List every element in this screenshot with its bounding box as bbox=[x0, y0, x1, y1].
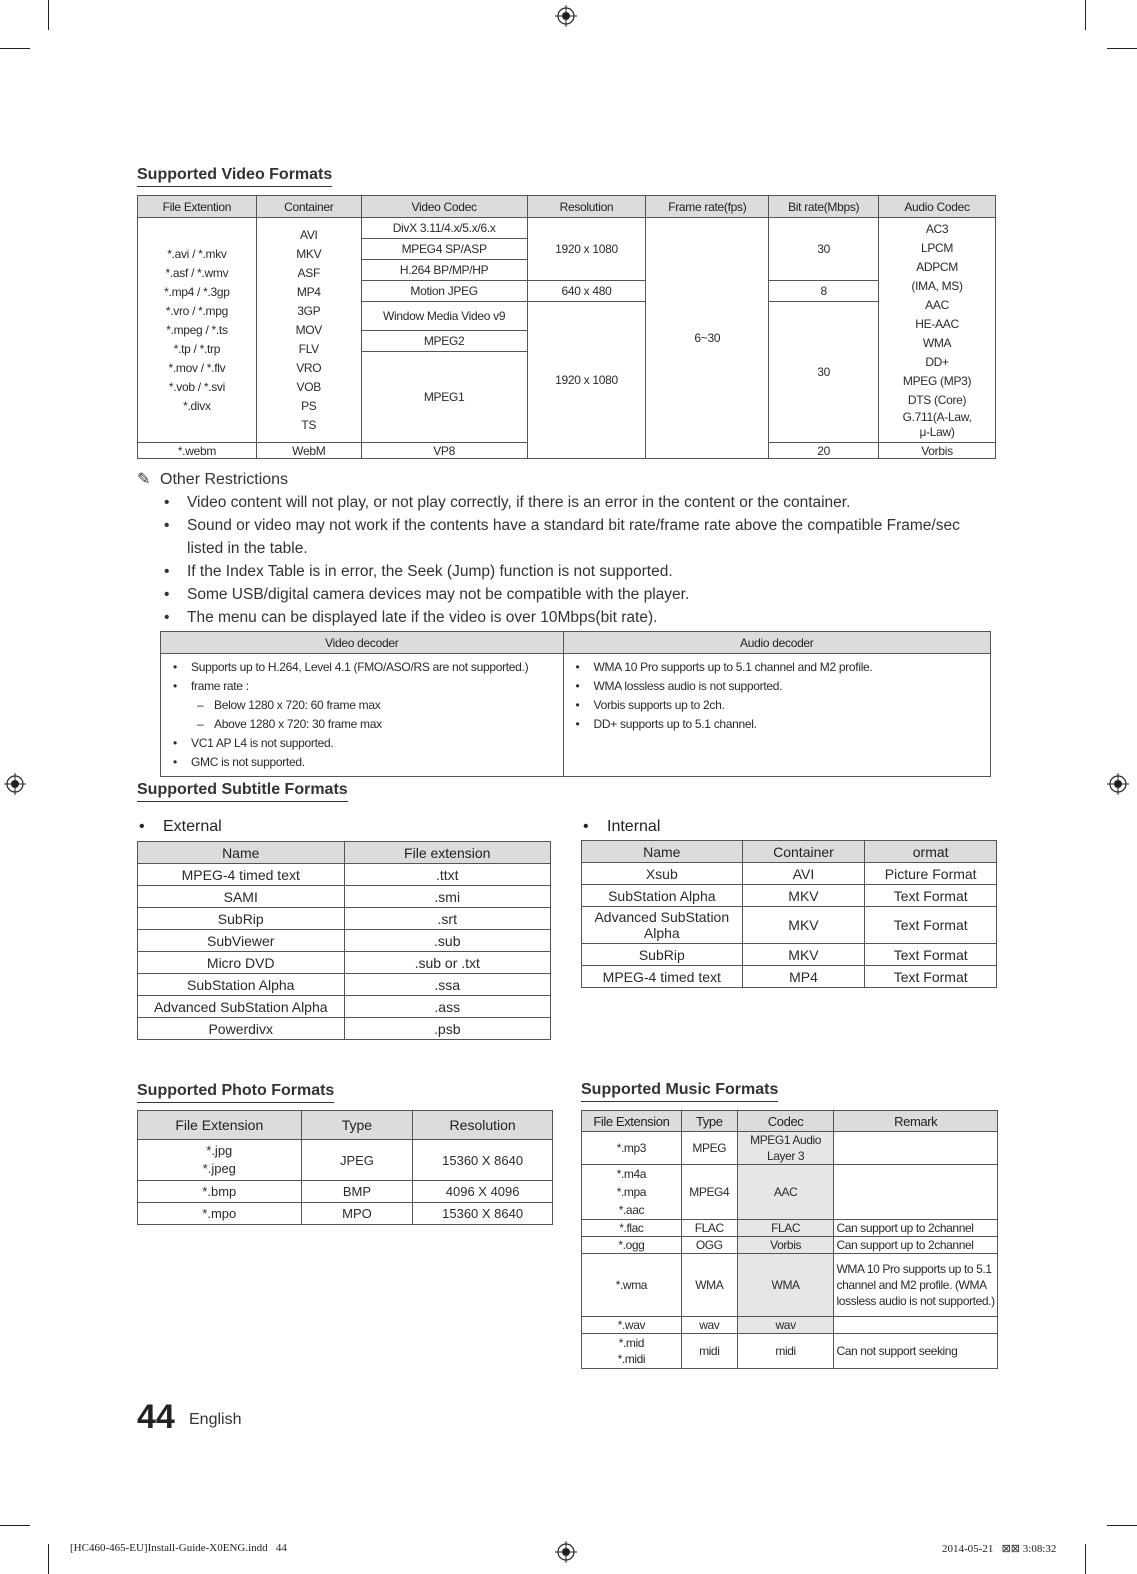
cell: Text Format bbox=[865, 907, 997, 944]
column-header: Type bbox=[301, 1111, 413, 1140]
audio-codec-cell: Vorbis bbox=[879, 443, 996, 459]
cell: OGG bbox=[681, 1237, 737, 1254]
audio-codec-item: AAC bbox=[925, 298, 949, 312]
internal-subtitle-table bbox=[581, 840, 997, 988]
table-header-row bbox=[138, 196, 996, 218]
cell: midi bbox=[681, 1334, 737, 1369]
crop-mark bbox=[0, 48, 30, 49]
cell: 15360 X 8640 bbox=[413, 1203, 553, 1225]
cell: *.mp3 bbox=[582, 1132, 682, 1165]
cell: SubStation Alpha bbox=[582, 885, 743, 907]
music-formats-title: Supported Music Formats bbox=[581, 1081, 778, 1102]
cell: Text Format bbox=[865, 885, 997, 907]
table-row bbox=[582, 1132, 998, 1165]
decoder-table bbox=[160, 631, 991, 777]
table-row bbox=[582, 863, 997, 885]
table-row bbox=[138, 864, 551, 886]
cell: .ttxt bbox=[344, 864, 551, 886]
audio-codec-item: MPEG (MP3) bbox=[902, 374, 972, 388]
column-header: Container bbox=[256, 196, 361, 218]
column-header: Video Codec bbox=[361, 196, 527, 218]
cell: MPEG4 bbox=[681, 1165, 737, 1220]
cell: SubRip bbox=[138, 908, 345, 930]
list-item: – Below 1280 x 720: 60 frame max bbox=[169, 696, 555, 715]
cell: Vorbis bbox=[737, 1237, 834, 1254]
photo-formats-table bbox=[137, 1110, 553, 1225]
cell: WMA bbox=[737, 1254, 834, 1317]
column-header: Remark bbox=[834, 1111, 998, 1132]
cell: MPEG-4 timed text bbox=[138, 864, 345, 886]
cell: Xsub bbox=[582, 863, 743, 885]
container-item: MP4 bbox=[296, 284, 321, 299]
subtitle-formats-title: Supported Subtitle Formats bbox=[137, 781, 348, 802]
audio-codec-item: AC3 bbox=[925, 222, 949, 236]
cell: MKV bbox=[742, 907, 865, 944]
column-header: Name bbox=[582, 841, 743, 863]
resolution-cell: 1920 x 1080 bbox=[527, 302, 646, 459]
crop-mark bbox=[1107, 48, 1137, 49]
column-header: ormat bbox=[865, 841, 997, 863]
table-row bbox=[582, 1237, 998, 1254]
column-header: Bit rate(Mbps) bbox=[769, 196, 879, 218]
cell: *.bmp bbox=[138, 1181, 302, 1203]
table-row bbox=[138, 1018, 551, 1040]
cell: Text Format bbox=[865, 944, 997, 966]
cell: *.ogg bbox=[582, 1237, 682, 1254]
cell: FLAC bbox=[681, 1220, 737, 1237]
cell: *.jpg *.jpeg bbox=[138, 1140, 302, 1181]
container-item: TS bbox=[301, 417, 317, 432]
cell: Powerdivx bbox=[138, 1018, 345, 1040]
note-pencil-icon: ✎ bbox=[137, 471, 151, 488]
column-header: Name bbox=[138, 842, 345, 864]
extension-item: *.avi / *.mkv bbox=[167, 246, 227, 261]
column-header: Frame rate(fps) bbox=[646, 196, 769, 218]
audio-codec-item: (IMA, MS) bbox=[911, 279, 963, 293]
cell: .sub bbox=[344, 930, 551, 952]
column-header: File Extension bbox=[138, 1111, 302, 1140]
column-header: Container bbox=[742, 841, 865, 863]
codec-cell: MPEG1 bbox=[361, 352, 527, 443]
list-item: • GMC is not supported. bbox=[169, 753, 555, 772]
extension-item: *.mp4 / *.3gp bbox=[164, 284, 230, 299]
cell: SubStation Alpha bbox=[138, 974, 345, 996]
crop-mark bbox=[0, 1525, 30, 1526]
codec-cell: MPEG2 bbox=[361, 331, 527, 352]
table-row bbox=[138, 1140, 553, 1181]
audio-codec-item: G.711(A-Law, bbox=[902, 410, 972, 424]
cell: MPO bbox=[301, 1203, 413, 1225]
cell: JPEG bbox=[301, 1140, 413, 1181]
list-item: • WMA lossless audio is not supported. bbox=[572, 677, 982, 696]
extension-item: *.mpeg / *.ts bbox=[166, 322, 228, 337]
music-formats-table bbox=[581, 1110, 998, 1369]
codec-cell: VP8 bbox=[361, 443, 527, 459]
table-row bbox=[138, 974, 551, 996]
codec-cell: DivX 3.11/4.x/5.x/6.x bbox=[361, 218, 527, 239]
container-item: FLV bbox=[298, 341, 319, 356]
cell: Advanced SubStation Alpha bbox=[138, 996, 345, 1018]
column-header: Type bbox=[681, 1111, 737, 1132]
page-language: English bbox=[189, 1411, 242, 1428]
photo-formats-title: Supported Photo Formats bbox=[137, 1082, 334, 1103]
extension-item: *.asf / *.wmv bbox=[165, 265, 229, 280]
video-decoder-cell bbox=[161, 654, 564, 777]
cell: Text Format bbox=[865, 966, 997, 988]
list-item: • The menu can be displayed late if the video is over 10Mbps(bit rate). bbox=[137, 606, 1007, 629]
cell: Can support up to 2channel bbox=[834, 1237, 998, 1254]
external-heading: • External bbox=[139, 818, 222, 835]
cell: *.m4a *.mpa *.aac bbox=[582, 1165, 682, 1220]
codec-cell: H.264 BP/MP/HP bbox=[361, 260, 527, 281]
cell: .ssa bbox=[344, 974, 551, 996]
cell: *.wav bbox=[582, 1317, 682, 1334]
extension-item: *.mov / *.flv bbox=[168, 360, 226, 375]
bitrate-cell: 30 bbox=[769, 218, 879, 281]
table-row bbox=[582, 966, 997, 988]
audio-codec-item: LPCM bbox=[920, 241, 954, 255]
cell: WMA bbox=[681, 1254, 737, 1317]
codec-cell: MPEG4 SP/ASP bbox=[361, 239, 527, 260]
external-subtitle-table bbox=[137, 841, 551, 1040]
crop-mark bbox=[1107, 1525, 1137, 1526]
crop-mark bbox=[1085, 1544, 1086, 1574]
bitrate-cell: 8 bbox=[769, 281, 879, 302]
crop-mark bbox=[48, 0, 49, 30]
cell: Can support up to 2channel bbox=[834, 1220, 998, 1237]
bitrate-cell: 20 bbox=[769, 443, 879, 459]
cell: wav bbox=[737, 1317, 834, 1334]
list-item: • WMA 10 Pro supports up to 5.1 channel and M2 profile. bbox=[572, 658, 982, 677]
table-row bbox=[582, 1165, 998, 1220]
cell: MPEG1 Audio Layer 3 bbox=[737, 1132, 834, 1165]
cell: .ass bbox=[344, 996, 551, 1018]
cell: MP4 bbox=[742, 966, 865, 988]
list-item: • Supports up to H.264, Level 4.1 (FMO/ASO/RS are not supported.) bbox=[169, 658, 555, 677]
cell bbox=[834, 1165, 998, 1220]
table-row bbox=[582, 944, 997, 966]
list-item: • Vorbis supports up to 2ch. bbox=[572, 696, 982, 715]
container-item: VOB bbox=[296, 379, 321, 394]
registration-mark-icon bbox=[555, 5, 577, 27]
table-row bbox=[582, 1334, 998, 1369]
table-row bbox=[582, 885, 997, 907]
other-restrictions bbox=[137, 469, 1007, 629]
list-item: • If the Index Table is in error, the Seek (Jump) function is not supported. bbox=[137, 560, 1007, 583]
table-row bbox=[582, 1254, 998, 1317]
cell: .smi bbox=[344, 886, 551, 908]
footer-filename: [HC460-465-EU]Install-Guide-X0ENG.indd 44 bbox=[70, 1542, 287, 1554]
table-row bbox=[138, 1203, 553, 1225]
cell: WMA 10 Pro supports up to 5.1 channel and M2 profile. (WMA lossless audio is not supported.) bbox=[834, 1254, 998, 1317]
audio-codec-item: WMA bbox=[922, 336, 952, 350]
cell: *.mid *.midi bbox=[582, 1334, 682, 1369]
cell: MKV bbox=[742, 885, 865, 907]
codec-cell: Window Media Video v9 bbox=[361, 302, 527, 331]
cell: MPEG-4 timed text bbox=[582, 966, 743, 988]
crop-mark bbox=[48, 1544, 49, 1574]
column-header: Video decoder bbox=[161, 632, 564, 654]
registration-mark-icon bbox=[4, 773, 26, 795]
extension-item: *.tp / *.trp bbox=[173, 341, 221, 356]
container-cell: WebM bbox=[256, 443, 361, 459]
table-row bbox=[582, 1220, 998, 1237]
cell: .sub or .txt bbox=[344, 952, 551, 974]
table-row bbox=[138, 908, 551, 930]
bitrate-cell: 30 bbox=[769, 302, 879, 443]
cell: BMP bbox=[301, 1181, 413, 1203]
column-header: Codec bbox=[737, 1111, 834, 1132]
extension-list bbox=[138, 218, 257, 443]
table-row bbox=[138, 930, 551, 952]
cell: AVI bbox=[742, 863, 865, 885]
framerate-cell: 6~30 bbox=[646, 218, 769, 459]
cell: SAMI bbox=[138, 886, 345, 908]
cell: midi bbox=[737, 1334, 834, 1369]
cell: Advanced SubStation Alpha bbox=[582, 907, 743, 944]
cell: *.mpo bbox=[138, 1203, 302, 1225]
container-list bbox=[256, 218, 361, 443]
column-header: Audio Codec bbox=[879, 196, 996, 218]
container-item: 3GP bbox=[297, 303, 321, 318]
container-item: PS bbox=[301, 398, 317, 413]
cell: 4096 X 4096 bbox=[413, 1181, 553, 1203]
container-item: MOV bbox=[295, 322, 322, 337]
list-item: • DD+ supports up to 5.1 channel. bbox=[572, 715, 982, 734]
extension-cell: *.webm bbox=[138, 443, 257, 459]
column-header: File Extension bbox=[582, 1111, 682, 1132]
cell: FLAC bbox=[737, 1220, 834, 1237]
audio-decoder-cell bbox=[563, 654, 990, 777]
cell: MKV bbox=[742, 944, 865, 966]
video-formats-table bbox=[137, 195, 996, 459]
container-item: VRO bbox=[296, 360, 322, 375]
extension-item: *.divx bbox=[183, 398, 211, 413]
internal-heading: • Internal bbox=[583, 818, 661, 835]
extension-item: *.vro / *.mpg bbox=[165, 303, 228, 318]
cell: 15360 X 8640 bbox=[413, 1140, 553, 1181]
external-label: External bbox=[163, 818, 222, 835]
audio-codec-item: DTS (Core) bbox=[907, 393, 967, 407]
column-header: Audio decoder bbox=[563, 632, 990, 654]
crop-mark bbox=[1085, 0, 1086, 30]
audio-codec-list bbox=[879, 218, 996, 443]
list-item: • frame rate : bbox=[169, 677, 555, 696]
registration-mark-icon bbox=[1107, 773, 1129, 795]
cell: SubRip bbox=[582, 944, 743, 966]
column-header: Resolution bbox=[527, 196, 646, 218]
cell: *.flac bbox=[582, 1220, 682, 1237]
audio-codec-item: HE-AAC bbox=[915, 317, 959, 331]
cell: AAC bbox=[737, 1165, 834, 1220]
container-item: AVI bbox=[300, 227, 318, 242]
cell: .srt bbox=[344, 908, 551, 930]
cell: .psb bbox=[344, 1018, 551, 1040]
table-row bbox=[138, 996, 551, 1018]
cell: Picture Format bbox=[865, 863, 997, 885]
cell: *.wma bbox=[582, 1254, 682, 1317]
page-number: 44 bbox=[137, 1398, 175, 1436]
registration-mark-icon bbox=[555, 1541, 577, 1563]
table-row bbox=[582, 1317, 998, 1334]
cell: Can not support seeking bbox=[834, 1334, 998, 1369]
list-item: • Sound or video may not work if the contents have a standard bit rate/frame rate above the compatible Frame/sec listed in the table. bbox=[137, 514, 1007, 560]
list-item: • Some USB/digital camera devices may not be compatible with the player. bbox=[137, 583, 1007, 606]
internal-label: Internal bbox=[607, 818, 661, 835]
footer-timestamp: 2014-05-21 ⊠⊠ 3:08:32 bbox=[942, 1543, 1057, 1555]
restrictions-title: Other Restrictions bbox=[160, 471, 289, 488]
extension-item: *.vob / *.svi bbox=[168, 379, 225, 394]
column-header: File extension bbox=[344, 842, 551, 864]
table-row bbox=[138, 886, 551, 908]
column-header: Resolution bbox=[413, 1111, 553, 1140]
cell: SubViewer bbox=[138, 930, 345, 952]
codec-cell: Motion JPEG bbox=[361, 281, 527, 302]
container-item: MKV bbox=[296, 246, 322, 261]
audio-codec-item: DD+ bbox=[925, 355, 949, 369]
container-item: ASF bbox=[297, 265, 320, 280]
list-item: • Video content will not play, or not play correctly, if there is an error in the content or the container. bbox=[137, 491, 1007, 514]
video-formats-title: Supported Video Formats bbox=[137, 166, 332, 187]
table-row bbox=[138, 952, 551, 974]
audio-codec-item: μ-Law) bbox=[919, 425, 955, 439]
cell bbox=[834, 1317, 998, 1334]
column-header: File Extention bbox=[138, 196, 257, 218]
resolution-cell: 1920 x 1080 bbox=[527, 218, 646, 281]
audio-codec-item: ADPCM bbox=[916, 260, 958, 274]
cell: MPEG bbox=[681, 1132, 737, 1165]
table-row bbox=[582, 907, 997, 944]
list-item: – Above 1280 x 720: 30 frame max bbox=[169, 715, 555, 734]
cell bbox=[834, 1132, 998, 1165]
table-row bbox=[138, 1181, 553, 1203]
list-item: • VC1 AP L4 is not supported. bbox=[169, 734, 555, 753]
cell: wav bbox=[681, 1317, 737, 1334]
resolution-cell: 640 x 480 bbox=[527, 281, 646, 302]
cell: Micro DVD bbox=[138, 952, 345, 974]
